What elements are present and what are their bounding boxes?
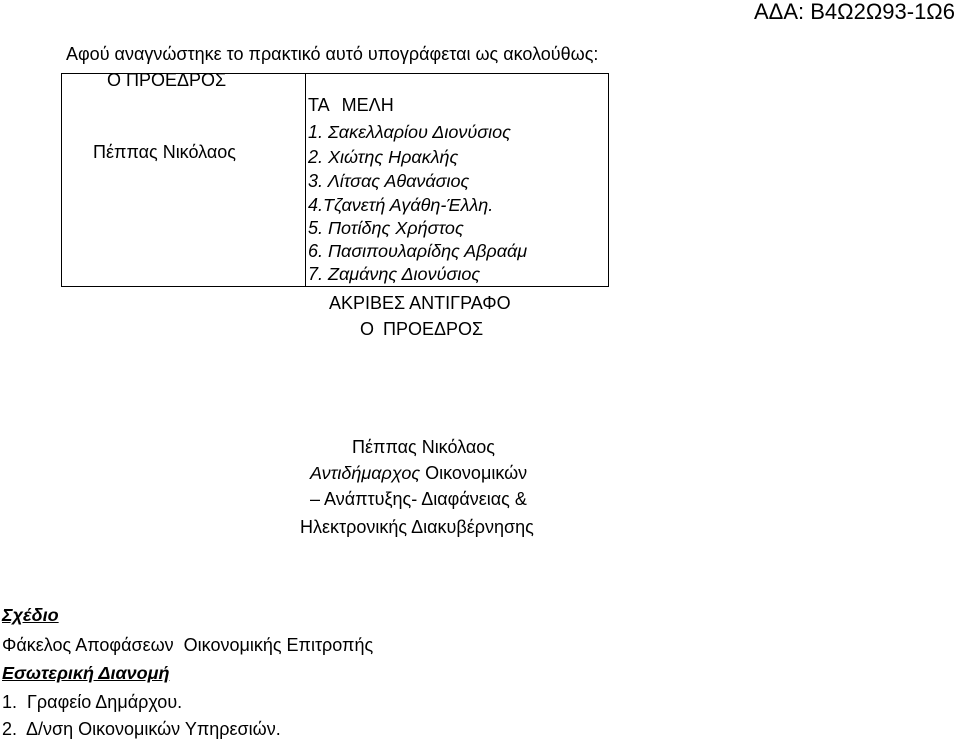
role-rest: Οικονομικών [420,463,528,483]
role-italic: Αντιδήμαρχος [310,463,421,483]
president-title: Ο ΠΡΟΕΔΡΟΣ [107,70,227,90]
certification-name: Πέππας Νικόλαος [352,437,495,457]
member-item: 4.Τζανετή Αγάθη-Έλλη. [308,195,494,215]
member-item: 1. Σακελλαρίου Διονύσιος [308,122,511,142]
exact-copy-label: ΑΚΡΙΒΕΣ ΑΝΤΙΓΡΑΦΟ [329,293,511,313]
distribution-item: 2. Δ/νση Οικονομικών Υπηρεσιών. [2,719,281,739]
member-item: 5. Ποτίδης Χρήστος [308,218,464,238]
president-name: Πέππας Νικόλαος [93,142,236,162]
internal-distribution-label: Εσωτερική Διανομή [2,663,170,683]
members-title: ΤΑ ΜΕΛΗ [308,95,394,115]
draft-label: Σχέδιο [2,605,59,625]
table-divider [305,74,306,286]
intro-text: Αφού αναγνώστηκε το πρακτικό αυτό υπογράφεται ως ακολούθως: [66,44,599,64]
member-item: 2. Χιώτης Ηρακλής [308,147,459,167]
certification-role-line1 [310,464,527,484]
certification-president-title: Ο ΠΡΟΕΔΡΟΣ [360,319,484,339]
member-item: 6. Πασιπουλαρίδης Αβραάμ [308,241,528,261]
certification-role-line3: Ηλεκτρονικής Διακυβέρνησης [300,517,534,537]
certification-role-line2: – Ανάπτυξης- Διαφάνειας & [310,489,527,509]
folder-line: Φάκελος Αποφάσεων Οικονομικής Επιτροπής [2,635,374,655]
ada-code: ΑΔΑ: Β4Ω2Ω93-1Ω6 [753,0,955,24]
distribution-item: 1. Γραφείο Δημάρχου. [2,692,183,712]
member-item: 7. Ζαμάνης Διονύσιος [308,264,481,284]
member-item: 3. Λίτσας Αθανάσιος [308,171,470,191]
